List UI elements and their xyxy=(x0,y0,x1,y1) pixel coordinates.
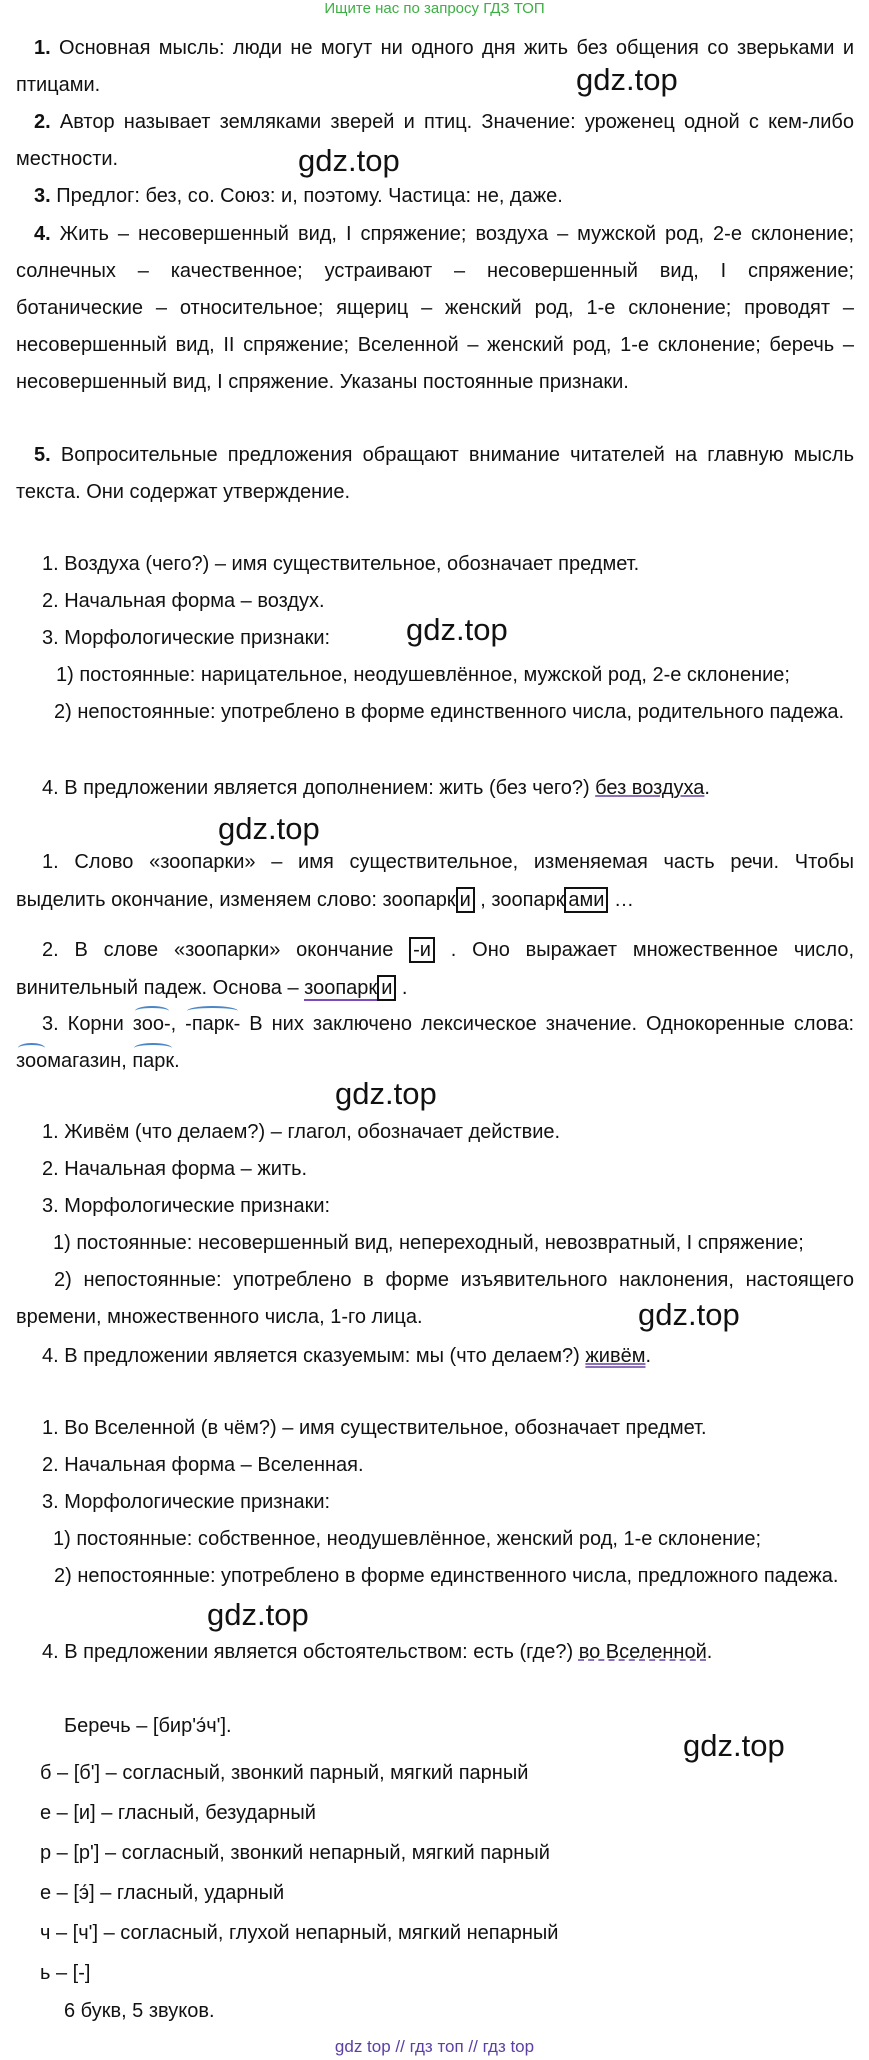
vselennoy-line-4: 1) постоянные: собственное, неодушевлённое, женский род, 1-е склонение; xyxy=(53,1528,761,1550)
phonetic-row: б – [б'] – согласный, звонкий парный, мягкий парный xyxy=(40,1762,529,1784)
root-mark: парк xyxy=(132,1050,175,1072)
watermark: gdz.top xyxy=(683,1728,785,1763)
answer-1 xyxy=(16,30,854,104)
answer-2 xyxy=(16,104,854,178)
zoopark-line-3: 3. Корни зоо-, -парк- В них заключено лексическое значение. Однокоренные слова: зоомагазин, парк. xyxy=(16,1013,855,1072)
vselennoy-line-1: 1. Во Вселенной (в чём?) – имя существительное, обозначает предмет. xyxy=(42,1417,707,1439)
answer-4 xyxy=(16,216,854,401)
phonetic-row: е – [и] – гласный, безударный xyxy=(40,1802,316,1824)
phonetic-count: 6 букв, 5 звуков. xyxy=(64,2000,215,2022)
search-banner[interactable]: Ищите нас по запросу ГДЗ ТОП xyxy=(324,0,545,17)
adverbial-underline: во Вселенной xyxy=(578,1641,707,1663)
watermark: gdz.top xyxy=(298,143,400,178)
stem-mark: зоопарк xyxy=(304,977,378,999)
vozduh-line-2: 2. Начальная форма – воздух. xyxy=(42,590,325,612)
watermark: gdz.top xyxy=(335,1076,437,1111)
watermark: gdz.top xyxy=(207,1597,309,1632)
ending-box: и xyxy=(377,975,396,1001)
predicate-underline: живём xyxy=(585,1345,646,1367)
vozduh-line-6: 4. В предложении является дополнением: жить (без чего?) без воздуха. xyxy=(42,777,710,799)
vselennoy-line-6: 4. В предложении является обстоятельством: есть (где?) во Вселенной. xyxy=(42,1641,713,1663)
zhivem-line-5: 2) непостоянные: употреблено в форме изъявительного наклонения, настоящего времени, множественного числа, 1-го лица. xyxy=(16,1269,854,1328)
watermark: gdz.top xyxy=(638,1297,740,1332)
footer-links[interactable]: gdz top // гдз топ // гдз top xyxy=(334,2037,535,2056)
watermark: gdz.top xyxy=(218,811,320,846)
root-mark: зоо- xyxy=(132,1013,171,1035)
answer-3 xyxy=(16,178,854,215)
zhivem-line-3: 3. Морфологические признаки: xyxy=(42,1195,331,1217)
zhivem-line-4: 1) постоянные: несовершенный вид, непереходный, невозвратный, I спряжение; xyxy=(53,1232,804,1254)
watermark: gdz.top xyxy=(406,612,508,647)
phonetic-row: ь – [-] xyxy=(40,1962,91,1984)
zhivem-line-1: 1. Живём (что делаем?) – глагол, обозначает действие. xyxy=(42,1121,561,1143)
answer-text: Предлог: без, со. Союз: и, поэтому. Частица: не, даже. xyxy=(50,185,563,207)
zoopark-line-2: 2. В слове «зоопарки» окончание -и . Оно выражает множественное число, винительный падеж. Основа – зоопарк и . xyxy=(16,939,855,999)
zoopark-line-1: 1. Слово «зоопарки» – имя существительное, изменяемая часть речи. Чтобы выделить окончание, изменяем слово: зоопарк и , зоопарк ами … xyxy=(16,851,854,911)
object-underline: без воздуха xyxy=(595,777,705,799)
answer-5 xyxy=(16,437,854,511)
vselennoy-line-3: 3. Морфологические признаки: xyxy=(42,1491,331,1513)
vozduh-line-4: 1) постоянные: нарицательное, неодушевлённое, мужской род, 2-е склонение; xyxy=(56,664,790,686)
phonetic-row: р – [р'] – согласный, звонкий непарный, мягкий парный xyxy=(40,1842,550,1864)
vozduh-line-1: 1. Воздуха (чего?) – имя существительное, обозначает предмет. xyxy=(42,553,640,575)
watermark: gdz.top xyxy=(576,62,678,97)
ending-box: ами xyxy=(564,887,608,913)
zhivem-line-2: 2. Начальная форма – жить. xyxy=(42,1158,308,1180)
phonetic-title: Беречь – [бир'э́ч']. xyxy=(64,1715,232,1737)
answer-text: Основная мысль: люди не могут ни одного дня жить без общения со зверьками и птицами. xyxy=(16,37,854,96)
vselennoy-line-2: 2. Начальная форма – Вселенная. xyxy=(42,1454,364,1476)
answer-number: 5. xyxy=(34,444,51,466)
root-mark: -парк- xyxy=(185,1013,241,1035)
phonetic-row: ч – [ч'] – согласный, глухой непарный, мягкий непарный xyxy=(40,1922,559,1944)
answer-number: 4. xyxy=(34,223,51,245)
answer-number: 3. xyxy=(34,185,51,207)
answer-number: 1. xyxy=(34,37,51,59)
phonetic-row: е – [э́] – гласный, ударный xyxy=(40,1882,285,1904)
answer-text: Жить – несовершенный вид, I спряжение; воздуха – мужской род, 2-е склонение; солнечных – качественное; устраивают – несовершенный вид, I спряжение; ботанические – относительное; ящериц – женский род, 1-е склонение; проводят – несовершенный вид, II спряжение; Вселенной – женский род, 1-е склонение; беречь – несовершенный вид, I спряжение. Указаны постоянные признаки. xyxy=(16,223,854,393)
answer-text: Вопросительные предложения обращают внимание читателей на главную мысль текста. Они содержат утверждение. xyxy=(16,444,854,503)
ending-box: и xyxy=(456,887,475,913)
zhivem-line-6: 4. В предложении является сказуемым: мы (что делаем?) живём. xyxy=(42,1345,652,1367)
answer-number: 2. xyxy=(34,111,51,133)
vozduh-line-5: 2) непостоянные: употреблено в форме единственного числа, родительного падежа. xyxy=(54,701,845,723)
vozduh-line-3: 3. Морфологические признаки: xyxy=(42,627,331,649)
root-mark: зоо xyxy=(16,1050,48,1072)
vselennoy-line-5: 2) непостоянные: употреблено в форме единственного числа, предложного падежа. xyxy=(54,1565,839,1587)
ending-box: -и xyxy=(409,937,435,963)
answer-text: Автор называет земляками зверей и птиц. Значение: уроженец одной с кем-либо местности. xyxy=(16,111,854,170)
